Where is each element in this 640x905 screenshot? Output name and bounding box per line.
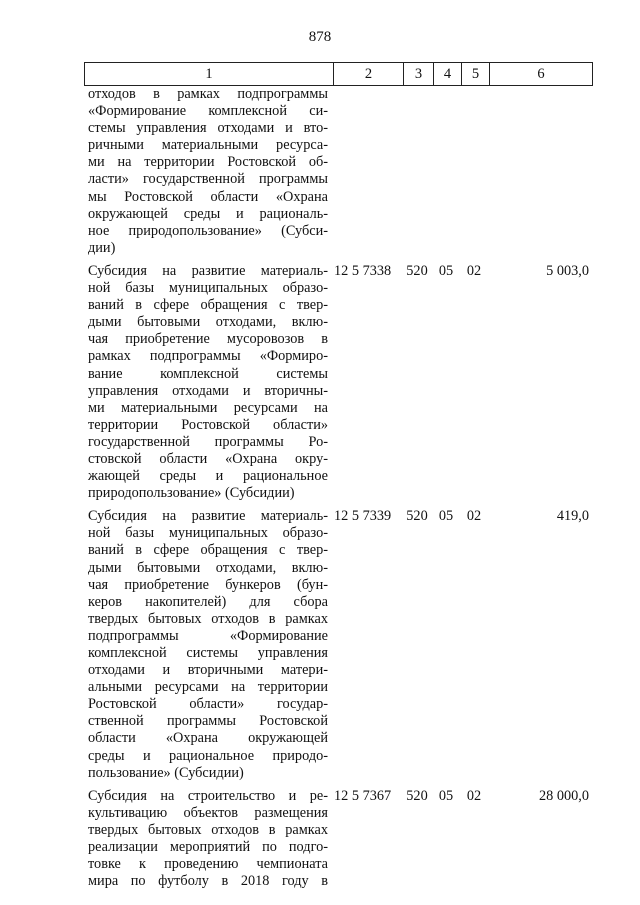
description-line: ственной программы Ростовской xyxy=(88,713,328,730)
amount: 419,0 xyxy=(556,508,589,525)
target-code: 12 5 7338 xyxy=(334,262,392,279)
description-line: среды и рациональное природо- xyxy=(88,747,328,764)
description-line: природопользование» (Субсидии) xyxy=(88,485,295,502)
description-line: комплексной системы управления xyxy=(88,645,328,661)
description-line: пользование» (Субсидии) xyxy=(88,764,244,781)
description-line: твердых бытовых отходов в рамках xyxy=(88,821,328,838)
amount: 28 000,0 xyxy=(538,787,589,804)
section-code: 05 xyxy=(438,262,454,279)
description-line: дыми бытовыми отходами, вклю- xyxy=(88,559,328,576)
expense-type: 520 xyxy=(406,508,428,525)
description-line: альными ресурсами на территории xyxy=(88,679,328,696)
description-line: ной базы муниципальных образо- xyxy=(88,525,328,542)
description-line: Субсидия на строительство и ре- xyxy=(88,787,328,804)
column-header-3: 3 xyxy=(403,63,433,85)
description-line: ми на территории Ростовской об- xyxy=(88,154,328,171)
description-line: ное природопользование» (Субси- xyxy=(88,222,328,239)
target-code xyxy=(332,86,402,257)
description-line: управления отходами и вторичны- xyxy=(88,382,328,399)
description-line: территории Ростовской области» xyxy=(88,416,328,433)
description-line: ласти» государственной программы xyxy=(88,171,328,188)
table-header xyxy=(84,62,593,86)
description-line: керов накопителей) для сбора xyxy=(88,593,328,610)
page-number: 878 xyxy=(308,29,332,45)
column-header-1: 1 xyxy=(205,65,213,82)
table-row xyxy=(84,263,591,502)
expense-type: 520 xyxy=(406,262,428,279)
description-line: дии) xyxy=(88,239,116,256)
description-line: отходами и вторичными матери- xyxy=(88,662,328,679)
description-line: окружающей среды и рациональ- xyxy=(88,205,328,222)
description-line: Ростовской области» государ- xyxy=(88,696,328,713)
description-line: рамках подпрограммы «Формиро- xyxy=(88,348,328,365)
expense-type: 520 xyxy=(406,787,428,804)
expense-type xyxy=(402,86,432,257)
column-header-2: 2 xyxy=(333,63,403,85)
description-line: ваний в сфере обращения с твер- xyxy=(88,542,328,559)
description-line: жающей среды и рациональное xyxy=(88,468,328,485)
amount: 5 003,0 xyxy=(546,262,589,279)
column-header-6: 6 xyxy=(489,63,592,85)
description-line: товке к проведению чемпионата xyxy=(88,856,328,873)
row-description xyxy=(88,508,328,782)
description-line: ричными материальными ресурса- xyxy=(88,137,328,154)
table-row xyxy=(84,508,591,782)
description-line: Субсидия на развитие материаль- xyxy=(88,262,328,279)
amount xyxy=(488,86,591,257)
description-line: Субсидия на развитие материаль- xyxy=(88,508,328,525)
subsection-code xyxy=(460,86,488,257)
description-line: реализации мероприятий по подго- xyxy=(88,839,328,856)
subsection-code: 02 xyxy=(466,262,482,279)
description-line: стовской области «Охрана окру- xyxy=(88,450,328,467)
description-line: отходов в рамках подпрограммы xyxy=(88,86,328,102)
description-line: культивацию объектов размещения xyxy=(88,804,328,821)
description-line: ми материальными ресурсами на xyxy=(88,399,328,416)
table-row xyxy=(84,788,591,891)
description-line: подпрограммы «Формирование xyxy=(88,627,328,644)
description-line: чая приобретение мусоровозов в xyxy=(88,331,328,348)
description-line: области «Охрана окружающей xyxy=(88,730,328,747)
target-code: 12 5 7367 xyxy=(334,787,392,804)
section-code: 05 xyxy=(438,787,454,804)
row-description xyxy=(88,788,328,891)
table-row xyxy=(84,86,591,257)
section-code: 05 xyxy=(438,508,454,525)
row-description xyxy=(88,86,328,257)
subsection-code: 02 xyxy=(466,787,482,804)
target-code: 12 5 7339 xyxy=(334,508,392,525)
description-line: ваний в сфере обращения с твер- xyxy=(88,297,328,314)
subsection-code: 02 xyxy=(466,508,482,525)
description-line: мира по футболу в 2018 году в xyxy=(88,873,328,890)
description-line: твердых бытовых отходов в рамках xyxy=(88,610,328,627)
description-line: «Формирование комплексной си- xyxy=(88,103,328,120)
description-line: дыми бытовыми отходами, вклю- xyxy=(88,314,328,331)
description-line: ной базы муниципальных образо- xyxy=(88,280,328,297)
table-body xyxy=(84,86,591,896)
description-line: государственной программы Ро- xyxy=(88,433,328,450)
section-code xyxy=(432,86,460,257)
column-header-4: 4 xyxy=(433,63,461,85)
row-description xyxy=(88,263,328,502)
description-line: чая приобретение бункеров (бун- xyxy=(88,576,328,593)
description-line: стемы управления отходами и вто- xyxy=(88,120,328,137)
column-header-5: 5 xyxy=(461,63,489,85)
description-line: вание комплексной системы xyxy=(88,365,328,382)
description-line: мы Ростовской области «Охрана xyxy=(88,188,328,205)
